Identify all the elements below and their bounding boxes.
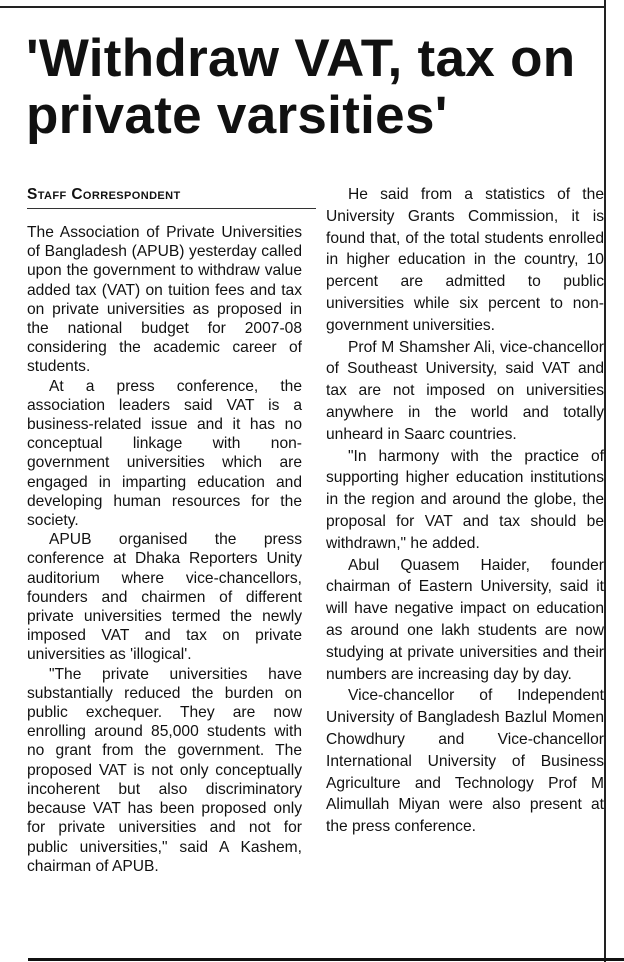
paragraph: Vice-chancellor of Independent University of Bangladesh Bazlul Momen Chowdhury and Vice-chancellor International University of Business Agriculture and Technology Prof M Alimullah Miyan were also present at the press conference.: [326, 687, 604, 836]
top-rule: [0, 6, 606, 8]
paragraph: At a press conference, the association leaders said VAT is a business-related issue and it has no conceptual linkage with non-government universities which are engaged in imparting education and developing human resources for the society.: [27, 377, 302, 530]
paragraph: "In harmony with the practice of supporting higher education institutions in the region and around the globe, the proposal for VAT and tax should be withdrawn," he added.: [326, 447, 604, 552]
bottom-rule: [28, 958, 624, 961]
paragraph: Prof M Shamsher Ali, vice-chancellor of Southeast University, said VAT and tax are not imposed on universities anywhere in the world and totally unheard in Saarc countries.: [326, 338, 604, 443]
column-divider-right: [604, 0, 606, 962]
paragraph: The Association of Private Universities of Bangladesh (APUB) yesterday called upon the government to withdraw value added tax (VAT) on tuition fees and tax on private universities as proposed in the national budget for 2007-08 considering the academic career of students.: [27, 224, 302, 376]
byline: Staff Correspondent: [27, 186, 181, 203]
right-column: [326, 184, 604, 838]
paragraph: "The private universities have substantially reduced the burden on public exchequer. They are now enrolling around 85,000 students with no grant from the government. The proposed VAT is not only conceptually incoherent but also discriminatory because VAT has been proposed only for private universities and not for public universities," said A Kashem, chairman of APUB.: [27, 665, 302, 875]
paragraph: Abul Quasem Haider, founder chairman of Eastern University, said it will have negative impact on education as around one lakh students are now studying at private universities and their numbers are increasing day by day.: [326, 556, 604, 683]
left-column: [27, 223, 302, 876]
headline: 'Withdraw VAT, tax on private varsities': [26, 29, 576, 145]
byline-rule: [27, 208, 316, 209]
paragraph: APUB organised the press conference at Dhaka Reporters Unity auditorium where vice-chancellors, founders and chairmen of different private universities termed the newly imposed VAT and tax on private universities as 'illogical'.: [27, 531, 302, 664]
paragraph: He said from a statistics of the University Grants Commission, it is found that, of the total students enrolled in higher education in the country, 10 percent are admitted to public universities while six percent to non-government universities.: [326, 186, 604, 334]
